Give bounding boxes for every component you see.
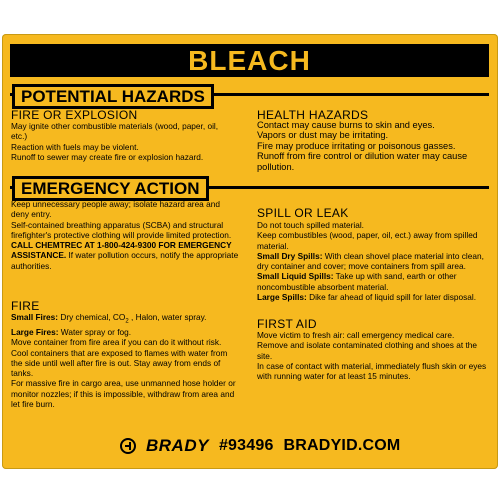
first-aid-title: FIRST AID [257,317,317,331]
brady-logo-icon [120,438,136,454]
emergency-intro-text: Keep unnecessary people away; isolate hazard area and deny entry. Self-contained breathing apparatus (SCBA) and structural firefighter's protective clothing will provide limited protection. CALL CHEMTREC AT 1-800-424-9300 FOR EMERGENCY ASSISTANCE. If water pollution occurs, notify the appropriate authorities. [11,199,239,271]
health-hazards-text: Contact may cause burns to skin and eyes. Vapors or dust may be irritating. Fire may produce irritating or poisonous gasses. Runoff from fire control or dilution water may cause pollution. [257,120,468,172]
health-hazards-title: HEALTH HAZARDS [257,108,369,122]
fire-explosion-text: May ignite other combustible materials (wood, paper, oil, etc.) Reaction with fuels may be violent. Runoff to sewer may create fire or explosion hazard. [11,121,219,162]
first-aid-text: Move victim to fresh air: call emergency medical care. Remove and isolate contaminated clothing and shoes at the site. In case of contact with material, immediately flush skin or eyes with running water for at least 15 minutes. [257,330,487,382]
label-title: BLEACH [10,44,489,77]
potential-hazards-heading: POTENTIAL HAZARDS [12,84,214,109]
part-number: #93496 [218,437,274,454]
fire-text: Small Fires: Dry chemical, $CO_2$ , Halon, water spray. Large Fires: Water spray or fog. Move container from fire area if you can do it without risk. Cool containers that are exposed to flames with water from the side until well after fire is out. Stay away from ends of tanks. For massive fire in cargo area, use unmanned hose holder or monitor nozzles; if this is impossible, withdraw from area and let fire burn. [11,312,236,410]
spill-leak-title: SPILL OR LEAK [257,206,349,220]
brand-website: BRADYID.COM [283,437,401,454]
brand-name: BRADY [146,436,209,455]
fire-explosion-title: FIRE OR EXPLOSION [11,108,138,122]
spill-leak-text: Do not touch spilled material. Keep combustibles (wood, paper, oil, ect.) away from spilled material. Small Dry Spills: With clean shovel place material into clean, dry container and cover; move containers from spill area. Small Liquid Spills: Take up with sand, earth or other noncombustible absorbent material. Large Spills: Dike far ahead of liquid spill for later disposal. [257,220,484,303]
emergency-action-heading: EMERGENCY ACTION [12,176,209,201]
fire-title: FIRE [11,299,40,313]
label-footer [120,435,400,457]
